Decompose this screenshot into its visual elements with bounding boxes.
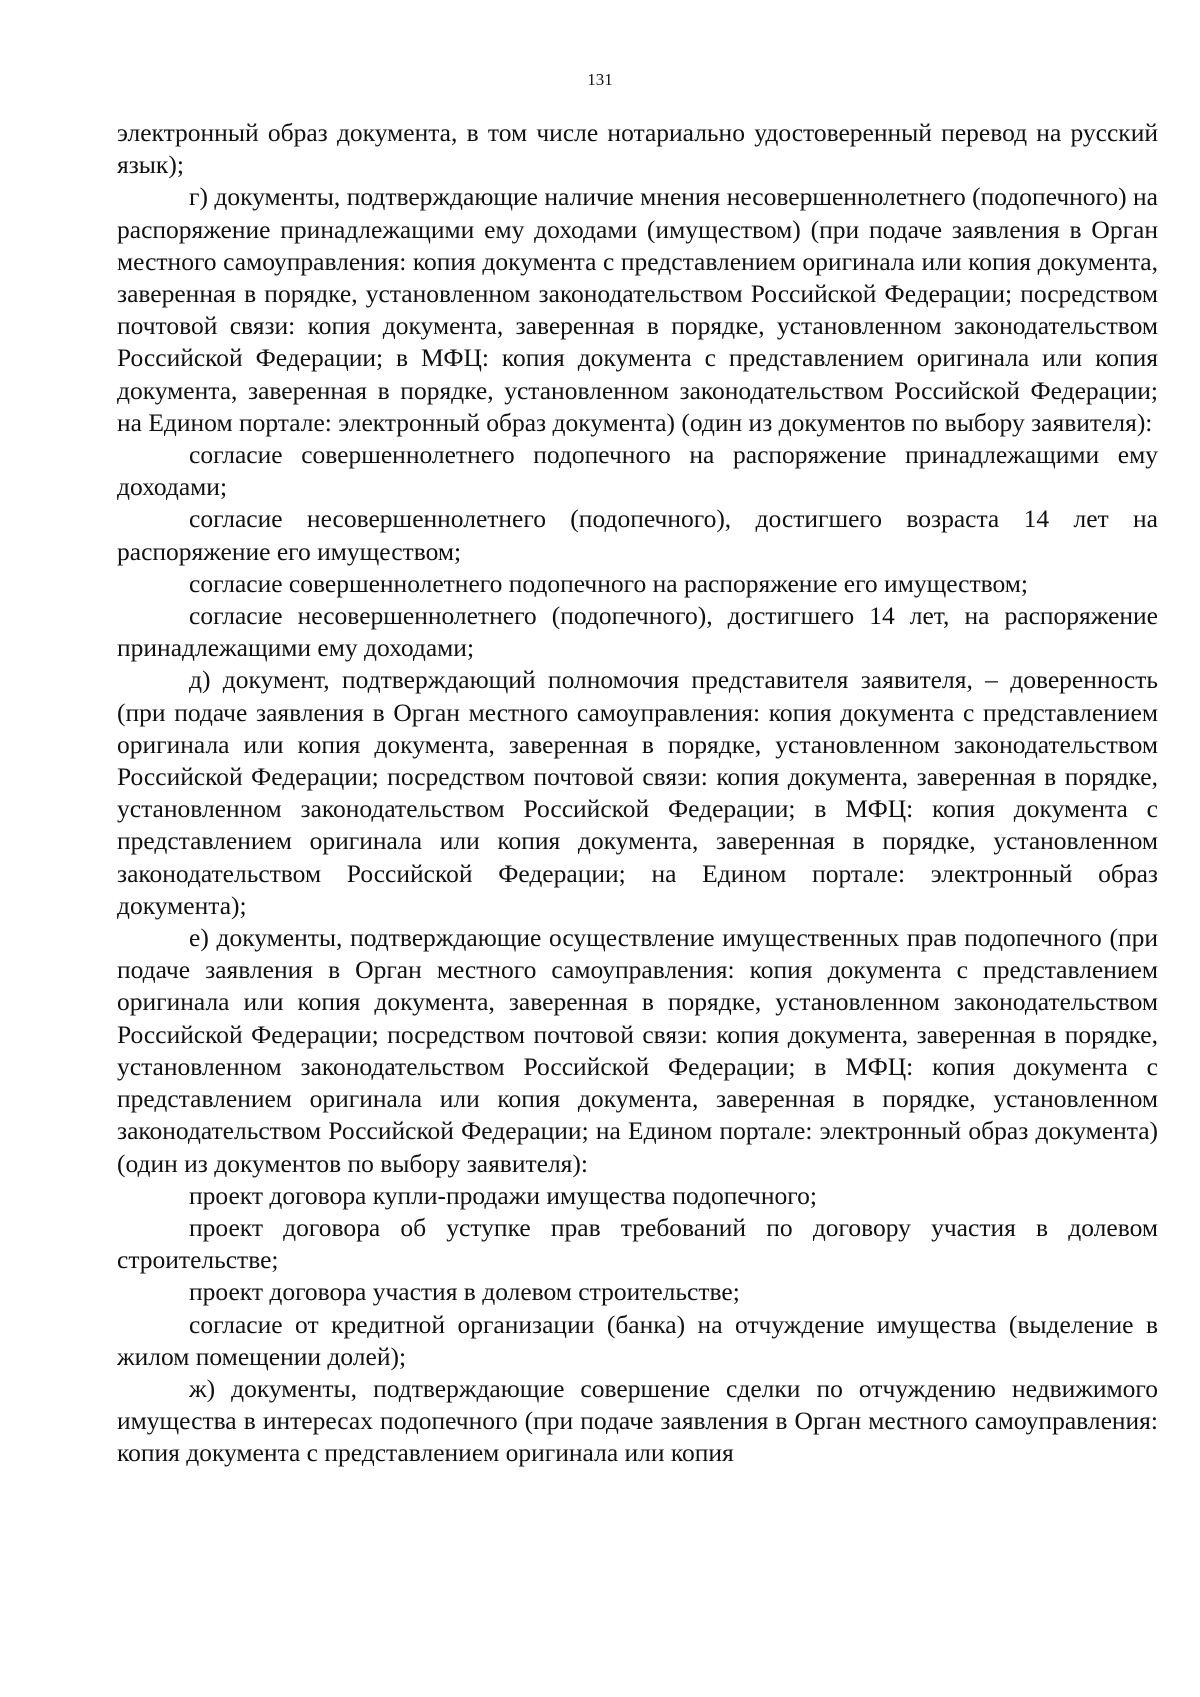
paragraph-consent-adult-property: согласие совершеннолетнего подопечного на распоряжение его имуществом;	[189, 568, 1028, 598]
paragraph-draft-shared-construction: проект договора участия в долевом строительстве;	[189, 1277, 740, 1307]
paragraph-item-g: г) документы, подтверждающие наличие мнения несовершеннолетнего (подопечного) на распоряжение принадлежащими ему доходами (имуществом) (при подаче заявления в Орган местного самоуправления: копия документа с представлением оригинала или копия документа, заверенная в порядке, установленном законодательством Российской Федерации; посредством почтовой связи: копия документа, заверенная в порядке, установленном законодательством Российской Федерации; в МФЦ: копия документа с представлением оригинала или копия документа, заверенная в порядке, установленном законодательством Российской Федерации; на Едином портале: электронный образ документа) (один из документов по выбору заявителя):	[117, 182, 1158, 437]
paragraph-draft-assignment-contract: проект договора об уступке прав требований по договору участия в долевом строительстве;	[117, 1212, 1158, 1275]
document-body	[117, 117, 1158, 1470]
paragraph-item-e: е) документы, подтверждающие осуществление имущественных прав подопечного (при подаче заявления в Орган местного самоуправления: копия документа с представлением оригинала или копия документа, заверенная в порядке, установленном законодательством Российской Федерации; посредством почтовой связи: копия документа, заверенная в порядке, установленном законодательством Российской Федерации; в МФЦ: копия документа с представлением оригинала или копия документа, заверенная в порядке, установленном законодательством Российской Федерации; на Едином портале: электронный образ документа) (один из документов по выбору заявителя):	[117, 923, 1158, 1178]
paragraph-bank-consent: согласие от кредитной организации (банка) на отчуждение имущества (выделение в жилом помещении долей);	[117, 1309, 1158, 1371]
paragraph-consent-minor-income: согласие несовершеннолетнего (подопечного), достигшего 14 лет, на распоряжение принадлежащими ему доходами;	[117, 601, 1158, 663]
page-number: 131	[587, 70, 613, 89]
paragraph-item-zh: ж) документы, подтверждающие совершение сделки по отчуждению недвижимого имущества в интересах подопечного (при подаче заявления в Орган местного самоуправления: копия документа с представлением оригинала или копия	[117, 1373, 1158, 1468]
paragraph-continuation: электронный образ документа, в том числе нотариально удостоверенный перевод на русский язык);	[117, 118, 1158, 180]
paragraph-draft-sale-contract: проект договора купли-продажи имущества подопечного;	[189, 1180, 817, 1210]
paragraph-consent-adult-income: согласие совершеннолетнего подопечного на распоряжение принадлежащими ему доходами;	[117, 440, 1158, 502]
paragraph-item-d: д) документ, подтверждающий полномочия представителя заявителя, – доверенность (при подаче заявления в Орган местного самоуправления: копия документа с представлением оригинала или копия документа, заверенная в порядке, установленном законодательством Российской Федерации; посредством почтовой связи: копия документа, заверенная в порядке, установленном законодательством Российской Федерации; в МФЦ: копия документа с представлением оригинала или копия документа, заверенная в порядке, установленном законодательством Российской Федерации; на Едином портале: электронный образ документа);	[117, 665, 1158, 920]
paragraph-consent-minor-property: согласие несовершеннолетнего (подопечного), достигшего возраста 14 лет на распоряжение его имуществом;	[117, 504, 1158, 566]
